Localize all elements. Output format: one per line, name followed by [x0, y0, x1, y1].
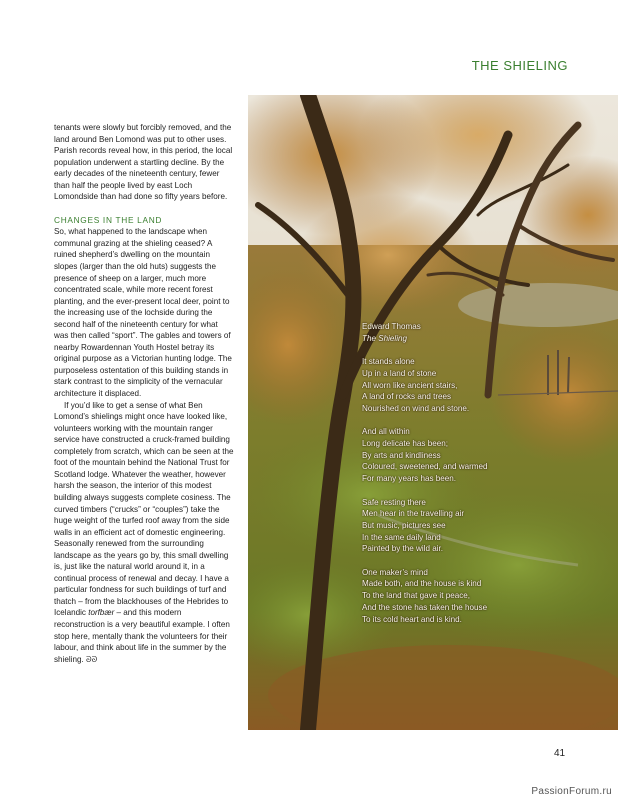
stanza-gap: [362, 415, 602, 427]
poem-line: Safe resting there: [362, 497, 426, 507]
poem-author: Edward Thomas: [362, 322, 421, 331]
paragraph: tenants were slowly but forcibly removed, and the land around Ben Lomond was put to other uses. Parish records reveal how, in this period, the local population underwent a startling decline. By the early decades of the nineteenth century, fewer than half the people lived by east Loch Lomondside than had done so fifty years before.: [54, 123, 233, 202]
poem-line: In the same daily land: [362, 532, 441, 542]
poem-line: It stands alone: [362, 357, 415, 367]
poem-line: To the land that gave it peace,: [362, 591, 470, 601]
body-text-column: [54, 122, 234, 665]
poem-line: Painted by the wild air.: [362, 544, 443, 554]
poem-line: And all within: [362, 427, 410, 437]
poem-line: To its cold heart and is kind.: [362, 614, 462, 624]
poem-line: Coloured, sweetened, and warmed: [362, 462, 488, 472]
stanza-gap: [362, 485, 602, 497]
poem-line: A land of rocks and trees: [362, 392, 452, 402]
watermark: PassionForum.ru: [531, 786, 612, 797]
poem-overlay: [362, 321, 602, 625]
page-number: 41: [554, 748, 566, 759]
poem-line: Men hear in the travelling air: [362, 509, 465, 519]
section-title: THE SHIELING: [471, 58, 568, 73]
poem-line: Nourished on wind and stone.: [362, 403, 470, 413]
poem-line: And the stone has taken the house: [362, 602, 488, 612]
italic-term: torfbær: [88, 608, 115, 618]
paragraph: So, what happened to the landscape when communal grazing at the shieling ceased? A ruined shepherd’s dwelling on the mountain slopes (larger than the old huts) suggests the presence of sheep on a larger, much more concentrated scale, while more recent forest planting, and the ever-present local deer, point to the increasing use of the lochside during the second half of the nineteenth century for what was then called “sport”. The gables and towers of nearby Rowardennan Youth Hostel betray its original purpose as a Victorian hunting lodge. The purposeless ostentation of this building stands in stark contrast to the simplicity of the vernacular architecture it displaced.: [54, 227, 232, 399]
subheading: CHANGES IN THE LAND: [54, 214, 163, 225]
paragraph-text: – and this modern reconstruction is a very beautiful example. I often stop here, mentally thank the volunteers for their labour, and think about life in the summer by the shieling.: [54, 608, 230, 664]
poem-line: Up in a land of stone: [362, 368, 437, 378]
autumn-woodland-photo: [248, 95, 618, 730]
stanza-gap: [362, 344, 602, 356]
end-mark-icon: ᘐᘐ: [85, 654, 98, 664]
poem-line: But music, pictures see: [362, 520, 446, 530]
stanza-gap: [362, 555, 602, 567]
poem-line: All worn like ancient stairs,: [362, 380, 458, 390]
paragraph-text: If you’d like to get a sense of what Ben Lomond’s shielings might once have looked like, volunteers working with the mountain ranger service have constructed a cruck-framed building completely from scratch, which can be seen at the foot of the mountain behind the National Trust for Scotland lodge. Whatever the weather, however harsh the season, the interior of this modest building always suggests complete cosiness. The curved timbers (“crucks” or “couples”) take the huge weight of the turfed roof away from the side walls in an efficient act of domestic engineering. Seasonally renewed from the surrounding landscape as the years go by, this small dwelling is, just like the natural world around it, in a continual process of renewal and decay. I have a particular fondness for such buildings of turf and thatch – from the blackhouses of the Hebrides to Icelandic: [54, 400, 234, 618]
poem-line: For many years has been.: [362, 474, 457, 484]
poem-title: The Shieling: [362, 333, 407, 343]
poem-line: Made both, and the house is kind: [362, 579, 482, 589]
poem-line: Long delicate has been;: [362, 439, 448, 448]
poem-line: One maker’s mind: [362, 567, 428, 577]
paragraph: [54, 400, 234, 666]
poem-line: By arts and kindliness: [362, 450, 441, 460]
